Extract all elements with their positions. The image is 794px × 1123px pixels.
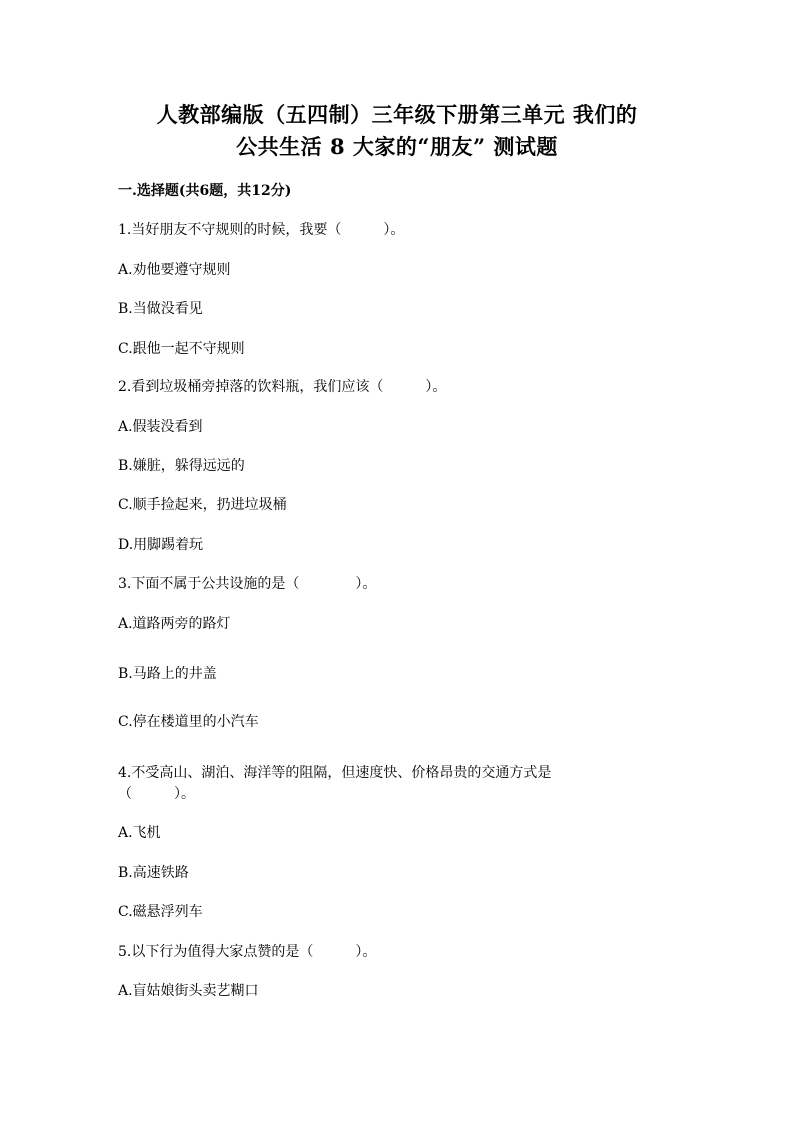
section-heading: 一.选择题(共6题，共12分) — [118, 183, 292, 199]
question-3-option-b: B.马路上的井盖 — [118, 666, 217, 682]
question-4-option-b: B.高速铁路 — [118, 865, 189, 881]
question-1-stem: 1.当好朋友不守规则的时候，我要（ ）。 — [118, 222, 405, 238]
question-4-stem-line-1: 4.不受高山、湖泊、海洋等的阻隔，但速度快、价格昂贵的交通方式是 — [118, 765, 552, 781]
question-4-stem-line-2: （ ）。 — [118, 786, 195, 802]
question-3-stem: 3.下面不属于公共设施的是（ ）。 — [118, 576, 377, 592]
question-3-option-a: A.道路两旁的路灯 — [118, 616, 231, 632]
exam-title-line-1: 人教部编版（五四制）三年级下册第三单元 我们的 — [156, 102, 638, 127]
question-3-option-c: C.停在楼道里的小汽车 — [118, 714, 259, 730]
question-5-stem: 5.以下行为值得大家点赞的是（ ）。 — [118, 944, 377, 960]
question-1-option-b: B.当做没看见 — [118, 301, 203, 317]
question-1-option-c: C.跟他一起不守规则 — [118, 341, 245, 357]
question-2-option-c: C.顺手捡起来，扔进垃圾桶 — [118, 497, 287, 513]
exam-title-line-2: 公共生活 8 大家的“朋友” 测试题 — [236, 134, 558, 159]
question-5-option-a: A.盲姑娘街头卖艺糊口 — [118, 983, 259, 999]
question-1-option-a: A.劝他要遵守规则 — [118, 262, 231, 278]
question-2-option-b: B.嫌脏，躲得远远的 — [118, 458, 245, 474]
question-2-option-d: D.用脚踢着玩 — [118, 537, 204, 553]
question-4-option-a: A.飞机 — [118, 825, 161, 841]
question-2-stem: 2.看到垃圾桶旁掉落的饮料瓶，我们应该（ ）。 — [118, 379, 447, 395]
question-4-option-c: C.磁悬浮列车 — [118, 904, 203, 920]
question-2-option-a: A.假装没看到 — [118, 419, 203, 435]
